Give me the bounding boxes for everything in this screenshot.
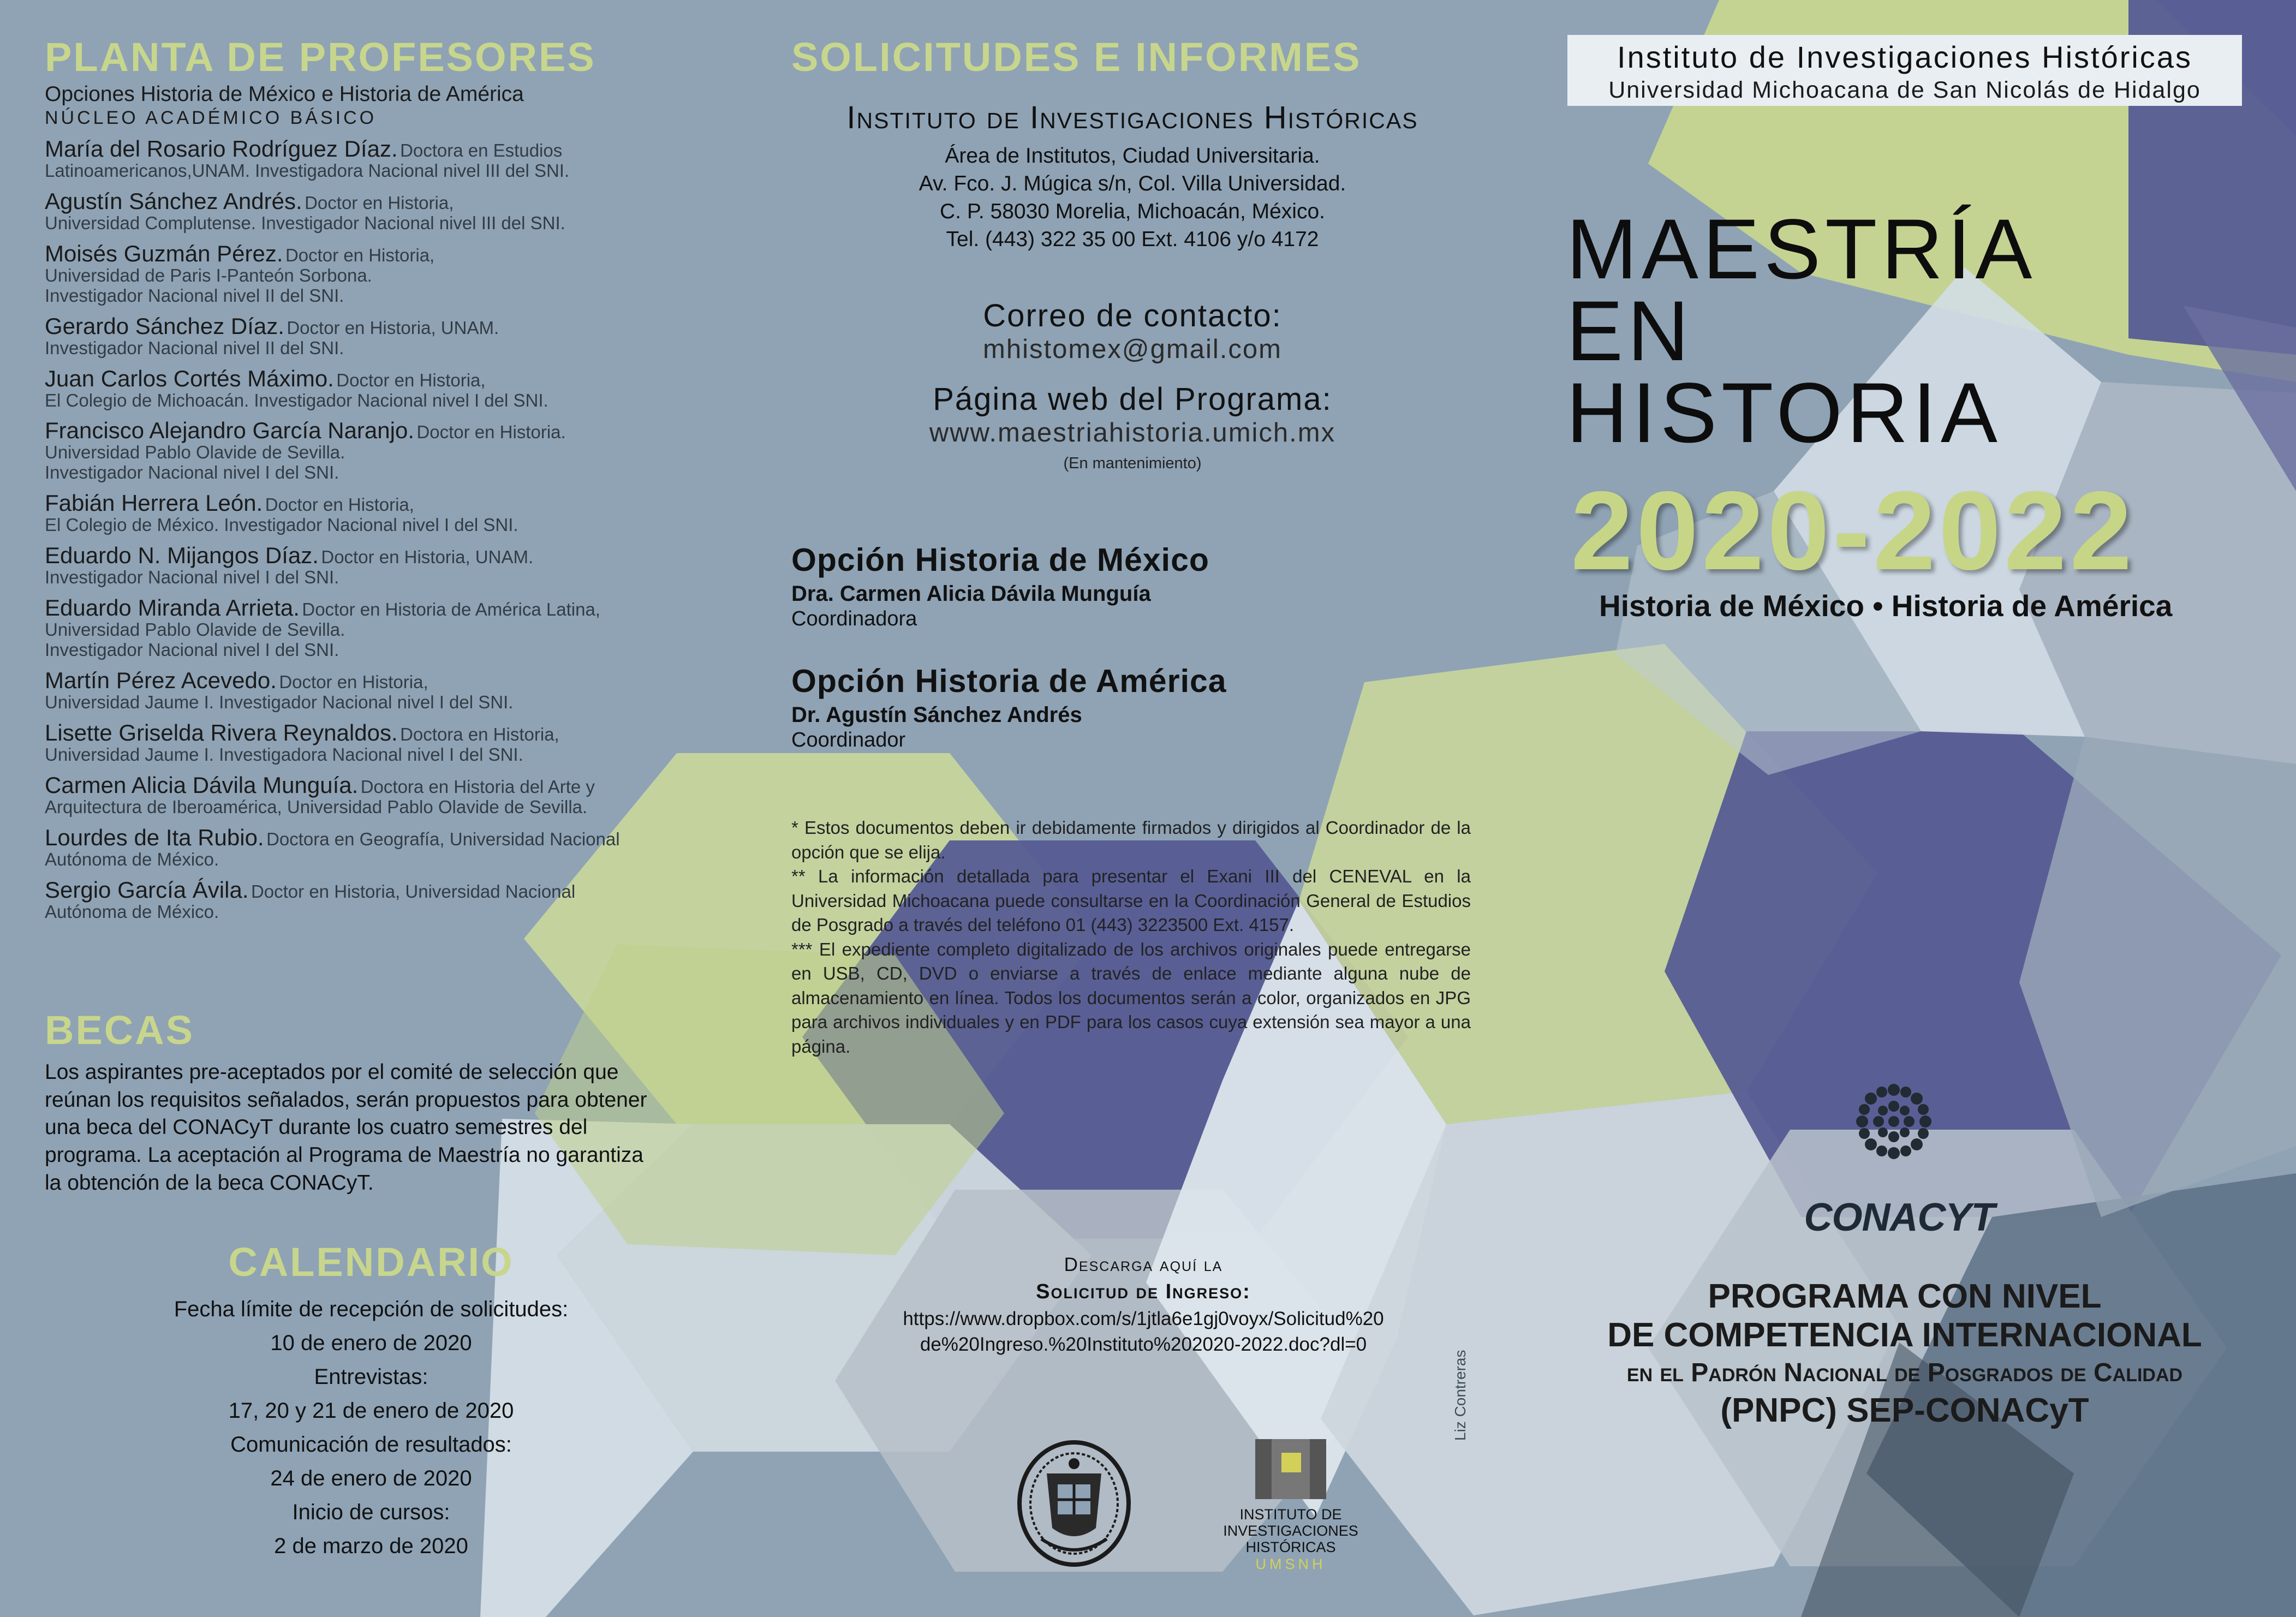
professor-name: Lourdes de Ita Rubio. [45, 824, 264, 850]
program-title [1566, 202, 2037, 461]
professor-entry [45, 544, 700, 588]
address-block [761, 142, 1504, 253]
professor-entry [45, 138, 700, 181]
professor-entry [45, 826, 700, 870]
professor-description: Arquitectura de Iberoamérica, Universidad Pablo Olavide de Sevilla. [45, 796, 588, 817]
email-link[interactable]: mhistomex@gmail.com [983, 335, 1282, 364]
professor-entry [45, 721, 700, 765]
calendar-item: 2 de marzo de 2020 [274, 1534, 468, 1558]
iih-emblem-icon [1250, 1436, 1332, 1502]
calendar-list [0, 1292, 742, 1563]
conacyt-emblem-icon [1839, 1078, 1948, 1165]
address-line: Av. Fco. J. Múgica s/n, Col. Villa Universidad. [919, 172, 1346, 195]
professor-description: Investigador Nacional nivel I del SNI. [45, 567, 339, 588]
professor-description: Doctor en Historia. [416, 422, 566, 443]
footnote: ** La información detallada para presentar el Exani III del CENEVAL en la Universidad Michoacana puede consultarse en la Coordinación General de Estudios de Posgrado a través del teléfono 01 (443) 3223500 Ext. 4157. [791, 866, 1471, 935]
professor-description: Doctora en Geografía, Universidad Nacional [266, 828, 620, 849]
contact-block [761, 297, 1504, 473]
iih-umsnh: UMSNH [1255, 1555, 1326, 1572]
professor-name: Gerardo Sánchez Díaz. [45, 313, 284, 339]
becas-line: reúnan los requisitos señalados, serán propuestos para obtener [45, 1088, 647, 1112]
footnotes [791, 816, 1471, 1059]
program-title-line: EN [1566, 284, 1693, 379]
professor-description: Doctor en Historia de América Latina, [302, 599, 600, 620]
calendar-item: Entrevistas: [314, 1365, 428, 1389]
program-title-line: MAESTRÍA [1566, 202, 2037, 297]
becas-line: Los aspirantes pre-aceptados por el comité de selección que [45, 1060, 619, 1084]
iih-logo-text [1190, 1506, 1392, 1572]
iih-line: INVESTIGACIONES [1223, 1523, 1358, 1540]
address-line: C. P. 58030 Morelia, Michoacán, México. [940, 200, 1325, 223]
professor-entry [45, 242, 700, 306]
becas-line: una beca del CONACyT durante los cuatro semestres del [45, 1115, 588, 1139]
option-mexico-role: Coordinadora [791, 607, 917, 630]
option-america-title: Opción Historia de América [791, 663, 1227, 699]
web-link[interactable]: www.maestriahistoria.umich.mx [929, 418, 1336, 447]
pnpc-line: en el Padrón Nacional de Posgrados de Calidad [1626, 1358, 2183, 1387]
option-mexico [791, 541, 1474, 631]
professor-description: Latinoamericanos,UNAM. Investigadora Nacional nivel III del SNI. [45, 160, 570, 181]
professor-description: Universidad Pablo Olavide de Sevilla. [45, 619, 345, 640]
option-mexico-coordinator: Dra. Carmen Alicia Dávila Munguía [791, 582, 1151, 606]
professor-description: Universidad Jaume I. Investigadora Nacional nivel I del SNI. [45, 744, 523, 765]
professor-entry [45, 669, 700, 713]
professor-description: Doctor en Historia, [305, 192, 454, 213]
professor-description: Doctor en Historia, UNAM. [287, 317, 499, 338]
professor-name: Francisco Alejandro García Naranjo. [45, 417, 414, 444]
becas-line: la obtención de la beca CONACyT. [45, 1171, 374, 1195]
web-note: (En mantenimiento) [1063, 455, 1202, 472]
calendar-item: Inicio de cursos: [292, 1500, 450, 1524]
professor-name: Martín Pérez Acevedo. [45, 667, 277, 694]
footnote: * Estos documentos deben ir debidamente firmados y dirigidos al Coordinador de la opción que se elija. [791, 818, 1471, 862]
professor-entry [45, 315, 700, 359]
download-block [830, 1254, 1457, 1358]
iih-logo [1190, 1436, 1392, 1572]
professor-description: Universidad de Paris I-Panteón Sorbona. [45, 265, 372, 285]
pnpc-line: (PNPC) SEP-CONACyT [1720, 1392, 2089, 1429]
institute-header-line1: Instituto de Investigaciones Históricas [1617, 40, 2192, 74]
professor-entry [45, 876, 700, 922]
download-url-line: https://www.dropbox.com/s/1jtla6e1gj0voyx/Solicitud%20 [903, 1308, 1384, 1329]
professor-entry [45, 596, 700, 660]
email-label: Correo de contacto: [983, 298, 1282, 333]
download-label: Descarga aquí la [1064, 1254, 1223, 1275]
option-mexico-title: Opción Historia de México [791, 542, 1209, 578]
professor-description: Autónoma de México. [45, 901, 219, 922]
professor-entry [45, 419, 700, 483]
professor-description: Investigador Nacional nivel I del SNI. [45, 462, 339, 483]
calendar-title: CALENDARIO [228, 1239, 514, 1285]
professor-name: Juan Carlos Cortés Máximo. [45, 365, 334, 391]
professor-description: Investigador Nacional nivel II del SNI. [45, 285, 344, 306]
professor-entry [45, 492, 700, 535]
professor-list [45, 138, 700, 922]
download-link[interactable] [830, 1306, 1457, 1358]
umich-seal-logo [1014, 1435, 1134, 1572]
calendar-item: 24 de enero de 2020 [270, 1466, 472, 1490]
institute-name: Instituto de Investigaciones Históricas [846, 100, 1418, 135]
professor-name: Fabián Herrera León. [45, 490, 263, 516]
professor-entry [45, 190, 700, 234]
program-years: 2020-2022 [1571, 468, 2136, 593]
professor-description: Doctora en Estudios [400, 140, 563, 160]
professor-description: Doctor en Historia, [279, 672, 428, 693]
professor-description: Investigador Nacional nivel II del SNI. [45, 337, 344, 358]
iih-line: HISTÓRICAS [1245, 1539, 1336, 1556]
pnpc-line: DE COMPETENCIA INTERNACIONAL [1607, 1316, 2202, 1354]
professor-description: Doctor en Historia, [285, 244, 435, 265]
professor-name: Eduardo Miranda Arrieta. [45, 595, 300, 621]
professor-description: Autónoma de México. [45, 849, 219, 869]
professor-name: Lisette Griselda Rivera Reynaldos. [45, 719, 398, 745]
professor-name: Moisés Guzmán Pérez. [45, 240, 283, 266]
professor-description: El Colegio de Michoacán. Investigador Nacional nivel I del SNI. [45, 390, 548, 410]
professor-description: Doctor en Historia, [265, 494, 414, 515]
calendar-item: Comunicación de resultados: [230, 1433, 512, 1457]
professor-description: Universidad Pablo Olavide de Sevilla. [45, 442, 345, 463]
conacyt-logo-text: CONACYT [1804, 1196, 1995, 1239]
professor-name: Eduardo N. Mijangos Díaz. [45, 542, 319, 569]
options-line: Opciones Historia de México e Historia de América [45, 82, 524, 106]
professor-entry [45, 774, 700, 818]
nucleo-label: NÚCLEO ACADÉMICO BÁSICO [45, 108, 377, 128]
becas-text [45, 1059, 700, 1197]
pnpc-block [1550, 1277, 2259, 1430]
option-america-role: Coordinador [791, 729, 906, 751]
requests-title: SOLICITUDES E INFORMES [791, 34, 1362, 80]
download-url-line: de%20Ingreso.%20Instituto%202020-2022.doc?dl=0 [920, 1334, 1367, 1356]
institute-header-box [1567, 35, 2242, 106]
professor-name: Agustín Sánchez Andrés. [45, 188, 302, 214]
professor-description: Doctor en Historia, Universidad Nacional [251, 881, 576, 902]
professor-entry [45, 367, 700, 411]
professor-name: Sergio García Ávila. [45, 876, 249, 903]
web-label: Página web del Programa: [933, 381, 1332, 417]
footnote: *** El expediente completo digitalizado de los archivos originales puede entregarse en USB, CD, DVD o enviarse a través de enlace mediante alguna nube de almacenamiento en línea. Todos los documentos serán a color, organizados en JPG para archivos individuales y en PDF para los casos cuya extensión sea mayor a una página. [791, 939, 1471, 1057]
professor-name: María del Rosario Rodríguez Díaz. [45, 136, 398, 162]
professor-description: Universidad Complutense. Investigador Nacional nivel III del SNI. [45, 212, 565, 233]
iih-line: INSTITUTO DE [1239, 1506, 1342, 1523]
faculty-section [45, 34, 700, 922]
professor-description: Doctora en Historia, [400, 724, 559, 744]
download-title: Solicitud de Ingreso: [1036, 1280, 1251, 1303]
professor-description: Doctora en Historia del Arte y [360, 776, 595, 797]
option-america-coordinator: Dr. Agustín Sánchez Andrés [791, 703, 1082, 727]
designer-credit: Liz Contreras [1452, 1350, 1469, 1441]
option-america [791, 663, 1474, 752]
professor-description: Universidad Jaume I. Investigador Nacional nivel I del SNI. [45, 691, 514, 712]
program-subtitle: Historia de México • Historia de América [1599, 589, 2173, 623]
professor-description: Doctor en Historia, [336, 369, 486, 390]
address-line: Tel. (443) 322 35 00 Ext. 4106 y/o 4172 [946, 228, 1319, 251]
calendar-item: 17, 20 y 21 de enero de 2020 [228, 1399, 514, 1423]
calendar-item: Fecha límite de recepción de solicitudes: [174, 1297, 569, 1321]
faculty-title: PLANTA DE PROFESORES [45, 34, 596, 80]
professor-description: Investigador Nacional nivel I del SNI. [45, 640, 339, 660]
calendar-item: 10 de enero de 2020 [270, 1331, 472, 1355]
address-line: Área de Institutos, Ciudad Universitaria. [945, 144, 1320, 168]
program-title-line: HISTORIA [1566, 366, 2002, 461]
professor-name: Carmen Alicia Dávila Munguía. [45, 772, 359, 798]
professor-description: El Colegio de México. Investigador Nacional nivel I del SNI. [45, 515, 518, 535]
becas-title: BECAS [45, 1007, 195, 1053]
institute-header-line2: Universidad Michoacana de San Nicolás de Hidalgo [1608, 77, 2201, 103]
professor-description: Doctor en Historia, UNAM. [321, 547, 534, 568]
pnpc-line: PROGRAMA CON NIVEL [1708, 1278, 2102, 1315]
becas-line: programa. La aceptación al Programa de Maestría no garantiza [45, 1143, 643, 1167]
